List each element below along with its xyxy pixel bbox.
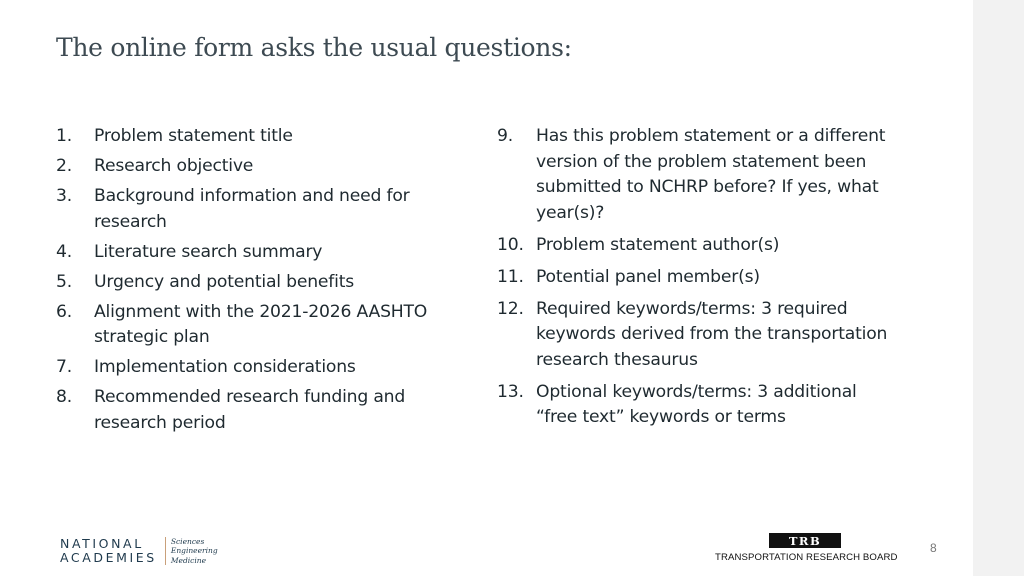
item-number: 5. xyxy=(56,271,72,292)
right-side-band xyxy=(973,0,1024,576)
item-number: 4. xyxy=(56,241,72,262)
item-text: Required keywords/terms: 3 required keywords derived from the transportation research thesaurus xyxy=(536,298,888,370)
item-text: Literature search summary xyxy=(94,241,323,262)
list-item xyxy=(56,300,456,351)
list-item xyxy=(56,385,456,436)
logo-line: NATIONAL xyxy=(60,536,144,551)
item-text: Implementation considerations xyxy=(94,357,356,377)
item-number: 11. xyxy=(497,266,524,287)
trb-logo xyxy=(715,533,898,565)
list-item xyxy=(497,124,897,226)
national-academies-wordmark xyxy=(60,537,157,565)
logo-sub-line: Engineering xyxy=(170,546,218,556)
left-question-list xyxy=(56,124,456,441)
list-item xyxy=(56,154,456,180)
item-text: Alignment with the 2021-2026 AASHTO strategic plan xyxy=(94,301,428,347)
item-number: 9. xyxy=(497,126,513,146)
page-number: 8 xyxy=(930,541,937,555)
item-number: 12. xyxy=(497,298,524,319)
item-text: Problem statement author(s) xyxy=(536,234,780,255)
list-item xyxy=(497,380,897,431)
trb-mark xyxy=(769,533,841,548)
list-item xyxy=(56,270,456,296)
item-text: Recommended research funding and research period xyxy=(94,387,406,433)
item-text: Optional keywords/terms: 3 additional “free text” keywords or terms xyxy=(536,381,857,427)
trb-name: TRANSPORTATION RESEARCH BOARD xyxy=(715,552,898,563)
item-number: 7. xyxy=(56,357,72,377)
trb-mark-text: TRB xyxy=(788,533,822,548)
item-number: 2. xyxy=(56,156,72,176)
slide-title: The online form asks the usual questions: xyxy=(56,33,572,62)
list-item xyxy=(497,297,897,374)
logo-sub-line: Sciences xyxy=(170,536,205,546)
item-number: 10. xyxy=(497,234,524,255)
item-number: 8. xyxy=(56,387,72,407)
item-text: Urgency and potential benefits xyxy=(94,271,354,292)
list-item xyxy=(497,265,897,291)
item-number: 3. xyxy=(56,186,72,206)
item-text: Problem statement title xyxy=(94,126,293,146)
item-text: Background information and need for research xyxy=(94,186,410,232)
item-number: 13. xyxy=(497,381,524,402)
list-item xyxy=(56,240,456,266)
item-text: Has this problem statement or a different version of the problem statement been submitted to NCHRP before? If yes, what year(s)? xyxy=(536,126,886,223)
list-item xyxy=(56,124,456,150)
item-number: 6. xyxy=(56,301,72,322)
item-number: 1. xyxy=(56,126,72,146)
logo-sub-line: Medicine xyxy=(170,555,207,565)
list-item xyxy=(497,233,897,259)
list-item xyxy=(56,184,456,235)
item-text: Potential panel member(s) xyxy=(536,266,760,287)
item-text: Research objective xyxy=(94,156,254,176)
logo-line: ACADEMIES xyxy=(60,550,157,565)
national-academies-logo xyxy=(60,536,218,566)
right-question-list xyxy=(497,124,897,437)
national-academies-subtitle xyxy=(165,537,218,566)
list-item xyxy=(56,355,456,381)
